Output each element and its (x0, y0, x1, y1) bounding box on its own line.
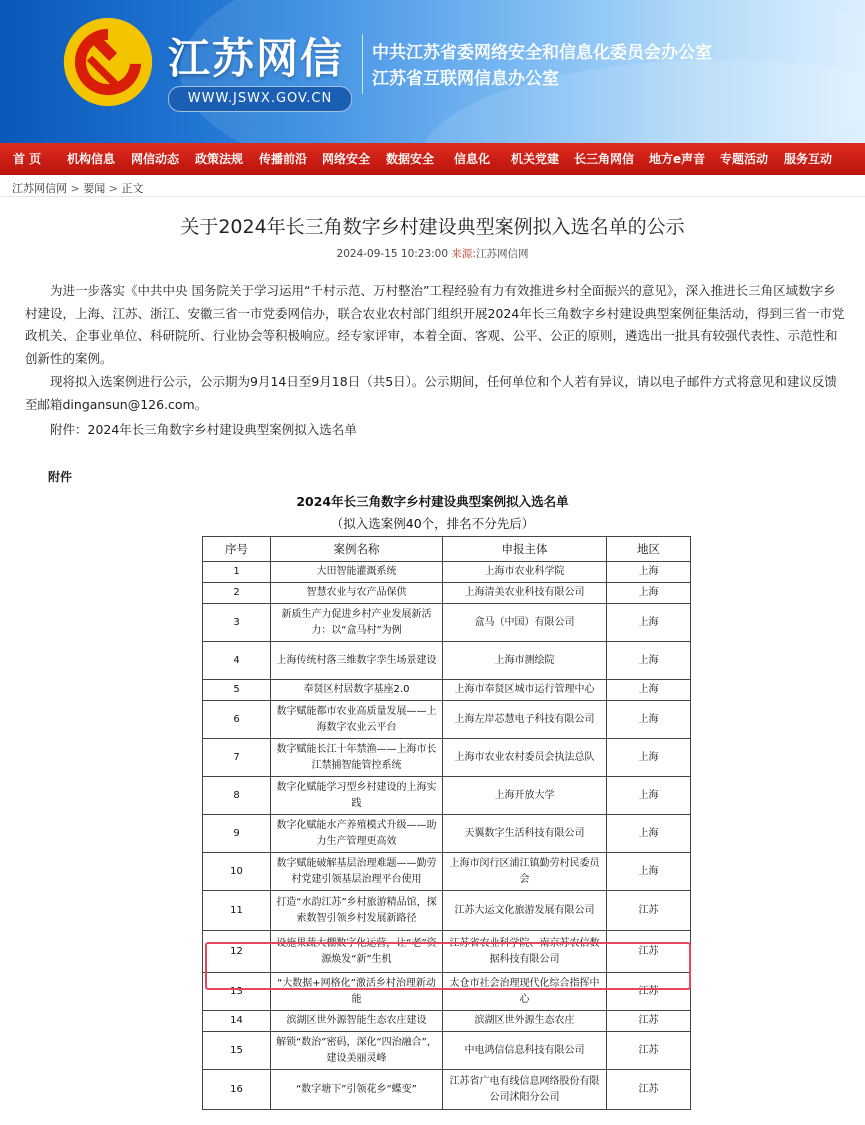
cell-case-name: 奉贤区村居数字基座2.0 (271, 680, 443, 701)
breadcrumb-home[interactable]: 江苏网信网 (12, 182, 67, 195)
cell-organization: 江苏大运文化旅游发展有限公司 (443, 891, 607, 931)
cell-no: 7 (203, 739, 271, 777)
org-name-line2: 江苏省互联网信息办公室 (372, 69, 559, 89)
article-source-label: 来源: (451, 248, 476, 260)
cell-region: 上海 (607, 739, 691, 777)
table-row (203, 1032, 691, 1070)
cell-region: 上海 (607, 853, 691, 891)
nav-item-home[interactable]: 首 页 (13, 152, 42, 166)
article-paragraph: 为进一步落实《中共中央 国务院关于学习运用“千村示范、万村整治”工程经验有力有效推进乡村全面振兴的意见》，深入推进长三角区域数字乡村建设，上海、江苏、浙江、安徽三省一市党委网信办，联合农业农村部门组织开展2024年长三角数字乡村建设典型案例征集活动，得到三省一市党政机关、企事业单位、科研院所、行业协会等积极响应。经专家评审，本着全面、客观、公平、公正的原则，遴选出一批具有较强代表性、示范性和创新性的案例。 (25, 283, 845, 366)
cell-organization: 上海市测绘院 (443, 642, 607, 680)
cell-region: 江苏 (607, 973, 691, 1011)
article-date: 2024-09-15 10:23:00 (336, 248, 449, 260)
nav-item-data-security[interactable]: 数据安全 (386, 152, 435, 166)
cell-region: 上海 (607, 642, 691, 680)
article-meta (0, 246, 865, 261)
cell-region: 上海 (607, 701, 691, 739)
cell-case-name: 数字化赋能学习型乡村建设的上海实践 (271, 777, 443, 815)
breadcrumb-separator: > (108, 182, 118, 195)
cell-case-name: 大田智能灌溉系统 (271, 562, 443, 583)
breadcrumb-divider (0, 196, 865, 197)
cell-organization: 上海市农业科学院 (443, 562, 607, 583)
cell-organization: 盒马（中国）有限公司 (443, 604, 607, 642)
table-row (203, 973, 691, 1011)
article-source[interactable]: 江苏网信网 (475, 248, 529, 260)
cell-no: 1 (203, 562, 271, 583)
nav-item-special-topics[interactable]: 专题活动 (720, 152, 769, 166)
table-row (203, 680, 691, 701)
cell-case-name: 设施果蔬大棚数字化运营，让“老”资源焕发“新”生机 (271, 931, 443, 973)
nav-item-party-building[interactable]: 机关党建 (511, 152, 560, 166)
cell-case-name: 上海传统村落三维数字孪生场景建设 (271, 642, 443, 680)
table-row (203, 562, 691, 583)
cell-no: 9 (203, 815, 271, 853)
table-row-highlighted (203, 931, 691, 973)
table-row (203, 604, 691, 642)
cell-region: 上海 (607, 815, 691, 853)
table-row (203, 701, 691, 739)
table-title: 2024年长三角数字乡村建设典型案例拟入选名单 (296, 494, 569, 509)
attachment-link[interactable]: 附件：2024年长三角数字乡村建设典型案例拟入选名单 (50, 422, 357, 437)
cell-no: 3 (203, 604, 271, 642)
table-header-row (203, 537, 691, 562)
breadcrumb-separator: > (70, 182, 80, 195)
cell-region: 江苏 (607, 891, 691, 931)
main-nav (0, 143, 865, 175)
header-no: 序号 (203, 537, 271, 562)
cell-case-name: 数字赋能破解基层治理难题——勤劳村党建引领基层治理平台使用 (271, 853, 443, 891)
party-emblem-icon (62, 16, 154, 108)
table-row (203, 853, 691, 891)
cell-no: 12 (203, 931, 271, 973)
table-row (203, 891, 691, 931)
nav-item-local-voice[interactable]: 地方e声音 (649, 152, 706, 166)
cell-organization: 上海市奉贤区城市运行管理中心 (443, 680, 607, 701)
cell-no: 4 (203, 642, 271, 680)
cell-no: 13 (203, 973, 271, 1011)
cell-case-name: 数字赋能长江十年禁渔——上海市长江禁捕智能管控系统 (271, 739, 443, 777)
header-organization: 申报主体 (443, 537, 607, 562)
cell-region: 上海 (607, 583, 691, 604)
cell-organization: 上海市闵行区浦江镇勤劳村民委员会 (443, 853, 607, 891)
breadcrumb (12, 180, 143, 196)
cell-case-name: 解锁“数治”密码，深化“四治融合”，建设美丽灵峰 (271, 1032, 443, 1070)
cell-region: 江苏 (607, 1011, 691, 1032)
cell-no: 10 (203, 853, 271, 891)
table-row (203, 583, 691, 604)
table-row (203, 777, 691, 815)
header-region: 地区 (607, 537, 691, 562)
nav-item-network-security[interactable]: 网络安全 (322, 152, 371, 166)
table-row (203, 1070, 691, 1110)
cell-region: 上海 (607, 680, 691, 701)
header-case-name: 案例名称 (271, 537, 443, 562)
nav-item-communication[interactable]: 传播前沿 (259, 152, 308, 166)
cell-case-name: 数字化赋能水产养殖模式升级——助力生产管理更高效 (271, 815, 443, 853)
cell-no: 5 (203, 680, 271, 701)
breadcrumb-news[interactable]: 要闻 (83, 182, 106, 195)
cell-organization: 上海市农业农村委员会执法总队 (443, 739, 607, 777)
site-url[interactable]: WWW.JSWX.GOV.CN (168, 86, 352, 112)
nav-item-yangtze-delta[interactable]: 长三角网信 (574, 152, 635, 166)
cell-region: 江苏 (607, 1070, 691, 1110)
org-name-line1: 中共江苏省委网络安全和信息化委员会办公室 (372, 43, 712, 63)
cell-region: 上海 (607, 562, 691, 583)
cell-case-name: 滨湖区世外源智能生态农庄建设 (271, 1011, 443, 1032)
article-title: 关于2024年长三角数字乡村建设典型案例拟入选名单的公示 (180, 216, 685, 238)
nav-item-organization[interactable]: 机构信息 (67, 152, 116, 166)
cell-organization: 江苏省广电有线信息网络股份有限公司沭阳分公司 (443, 1070, 607, 1110)
table-row (203, 739, 691, 777)
cell-case-name: 打造“水韵江苏”乡村旅游精品馆，探索数智引领乡村发展新路径 (271, 891, 443, 931)
cell-organization: 上海开放大学 (443, 777, 607, 815)
table-row (203, 642, 691, 680)
cell-no: 16 (203, 1070, 271, 1110)
cell-organization: 天翼数字生活科技有限公司 (443, 815, 607, 853)
table-row (203, 815, 691, 853)
cell-organization: 江苏省农业科学院、南京苏农信数据科技有限公司 (443, 931, 607, 973)
cell-organization: 太仓市社会治理现代化综合指挥中心 (443, 973, 607, 1011)
cell-case-name: “大数据+网格化”激活乡村治理新动能 (271, 973, 443, 1011)
cell-region: 上海 (607, 604, 691, 642)
table-row (203, 1011, 691, 1032)
nav-item-news[interactable]: 网信动态 (131, 152, 180, 166)
cases-table (202, 536, 691, 1110)
cell-region: 江苏 (607, 931, 691, 973)
cell-no: 6 (203, 701, 271, 739)
nav-item-informatization[interactable]: 信息化 (454, 152, 491, 166)
cell-no: 8 (203, 777, 271, 815)
cell-case-name: “数字塘下”引领花乡“蝶变” (271, 1070, 443, 1110)
cell-case-name: 智慧农业与农产品保供 (271, 583, 443, 604)
cell-organization: 中电鸿信信息科技有限公司 (443, 1032, 607, 1070)
cell-organization: 上海左岸芯慧电子科技有限公司 (443, 701, 607, 739)
cell-organization: 上海清美农业科技有限公司 (443, 583, 607, 604)
cell-no: 14 (203, 1011, 271, 1032)
cell-case-name: 数字赋能都市农业高质量发展——上海数字农业云平台 (271, 701, 443, 739)
article-paragraph: 现将拟入选案例进行公示，公示期为9月14日至9月18日（共5日）。公示期间，任何单位和个人若有异议，请以电子邮件方式将意见和建议反馈至邮箱dingansun@126.com。 (25, 374, 837, 412)
cell-no: 15 (203, 1032, 271, 1070)
table-subtitle: （拟入选案例40个，排名不分先后） (330, 516, 535, 531)
nav-item-service[interactable]: 服务互动 (784, 152, 833, 166)
cell-region: 上海 (607, 777, 691, 815)
banner-divider (362, 34, 363, 94)
cell-region: 江苏 (607, 1032, 691, 1070)
cell-no: 2 (203, 583, 271, 604)
cell-no: 11 (203, 891, 271, 931)
nav-item-policy[interactable]: 政策法规 (195, 152, 244, 166)
cell-organization: 滨湖区世外源生态农庄 (443, 1011, 607, 1032)
site-banner (0, 0, 865, 143)
cell-case-name: 新质生产力促进乡村产业发展新活力：以“盒马村”为例 (271, 604, 443, 642)
attachment-heading: 附件 (48, 470, 73, 484)
breadcrumb-current: 正文 (121, 182, 144, 195)
brand-title[interactable]: 江苏网信 (168, 34, 345, 83)
